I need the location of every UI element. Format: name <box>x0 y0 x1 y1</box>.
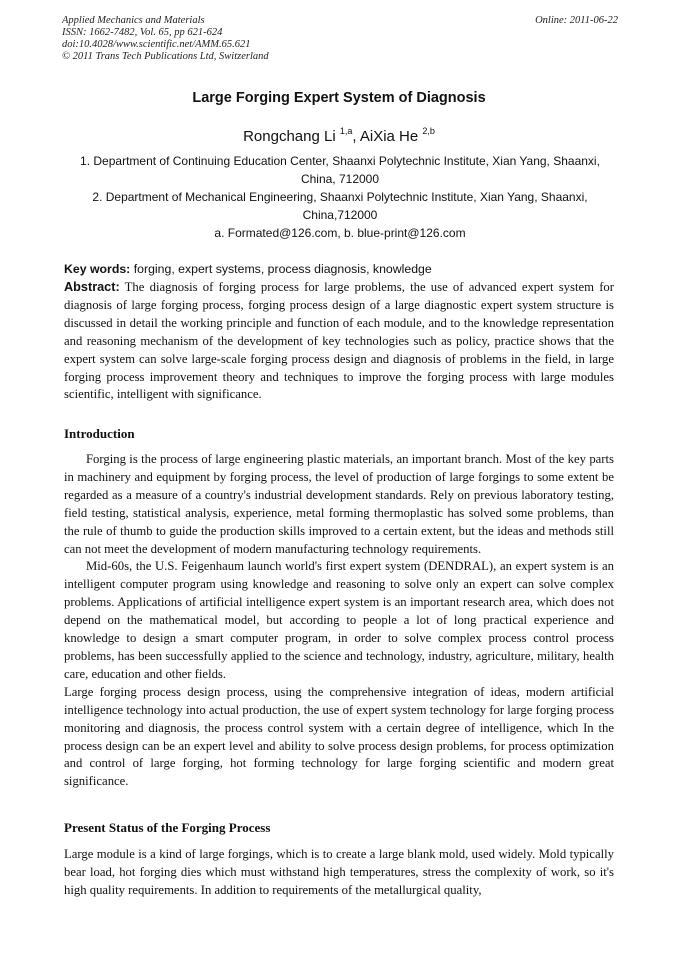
present-status-heading: Present Status of the Forging Process <box>64 820 271 835</box>
abstract-text: The diagnosis of forging process for large problems, the use of advanced expert system for diagnosis of large forging process, forging process design of a large diagnostic expert system structure is discussed in detail the working principle and function of each module, and to the knowledge representation and reasoning mechanism of the development of key technologies such as policy, practice shows that the expert system can solve large-scale forging process design and diagnosis of problems in the field, in large forging process improvement theory and techniques to improve the forging process with large modules scientific, intelligent with significance. <box>64 280 614 402</box>
keywords-label: Key words: <box>64 262 131 276</box>
status-paragraph-1: Large module is a kind of large forgings, which is to create a large blank mold, used widely. Mold typically bear load, hot forging dies which must withstand high temperatures, stress the complexity of work, so it's high quality requirements. In addition to requirements of the metallurgical quality, <box>64 847 614 897</box>
affiliation-2-line-1: 2. Department of Mechanical Engineering, Shaanxi Polytechnic Institute, Xian Yang, Shaanxi, <box>92 190 588 204</box>
online-date: Online: 2011-06-22 <box>535 15 618 26</box>
author-emails: a. Formated@126.com, b. blue-print@126.com <box>214 226 466 240</box>
introduction-body <box>64 451 614 791</box>
paper-title: Large Forging Expert System of Diagnosis <box>192 90 486 106</box>
author-2: AiXia He <box>359 128 419 145</box>
intro-paragraph-3: Large forging process design process, using the comprehensive integration of ideas, modern artificial intelligence technology into actual production, the use of expert system technology for large forging process monitoring and diagnosis, the process control system with a certain degree of intelligence, which In the process design can be an expert level and ability to solve process design problems, for process optimization and control of large forging, hot forming technology for large forging scientific and modern great significance. <box>64 684 614 789</box>
keywords-text: forging, expert systems, process diagnosis, knowledge <box>130 262 432 276</box>
author-line <box>0 126 678 145</box>
keywords <box>64 262 614 276</box>
affiliation-2-line-2: China,712000 <box>302 208 378 222</box>
journal-name: Applied Mechanics and Materials <box>62 15 205 26</box>
journal-doi: doi:10.4028/www.scientific.net/AMM.65.621 <box>62 39 251 50</box>
affiliation-1-line-2: China, 712000 <box>300 172 380 186</box>
present-status-body <box>64 846 614 900</box>
introduction-heading: Introduction <box>64 426 135 441</box>
abstract <box>64 279 614 404</box>
journal-header <box>62 15 618 63</box>
affiliations <box>62 152 618 242</box>
affiliation-1-line-1: 1. Department of Continuing Education Center, Shaanxi Polytechnic Institute, Xian Yang, Shaanxi, <box>80 154 600 168</box>
journal-issn: ISSN: 1662-7482, Vol. 65, pp 621-624 <box>62 27 223 38</box>
intro-paragraph-1: Forging is the process of large engineering plastic materials, an important branch. Most of the key parts in machinery and equipment by forging process, the level of production of large forgings to some extent be regarded as a measure of a country's industrial development standards. Rely on previous laboratory testing, field testing, statistical analysis, experience, metal forming thermoplastic has solved some problems, than the rule of thumb to guide the production skills improved to a certain extent, but the ideas and methods still can not meet the development of modern manufacturing technology requirements. <box>64 452 614 556</box>
abstract-label: Abstract: <box>64 280 120 294</box>
journal-copyright: © 2011 Trans Tech Publications Ltd, Switzerland <box>62 51 269 62</box>
author-2-affil: 2,b <box>422 126 435 136</box>
author-1-affil: 1,a <box>339 126 353 136</box>
intro-paragraph-2: Mid-60s, the U.S. Feigenhaum launch world's first expert system (DENDRAL), an expert system is an intelligent computer program using knowledge and reasoning to solve only an expert can solve complex problems. Applications of artificial intelligence expert system is an important research area, which does not depend on the mathematical model, but according to people a lot of long practical experience and knowledge to design a smart computer program, in order to solve complex process control process problems, has been successfully applied to the science and technology, industry, agriculture, military, health care, education and other fields. <box>64 559 614 681</box>
author-separator: , <box>352 128 360 145</box>
author-1: Rongchang Li <box>243 128 336 145</box>
